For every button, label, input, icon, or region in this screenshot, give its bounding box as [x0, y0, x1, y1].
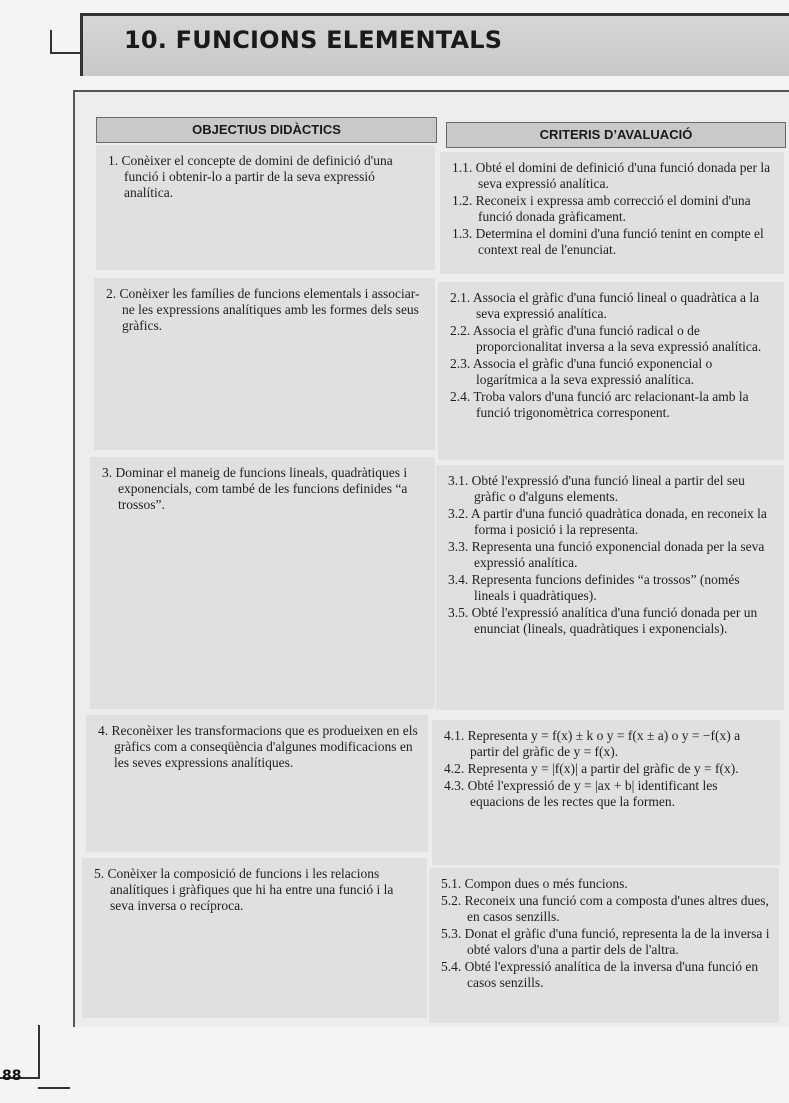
objective-cell-3 [90, 457, 435, 709]
criterion-item: 5.4. Obté l'expressió analítica de la inversa d'una funció en casos senzills. [441, 959, 759, 990]
criterion-item: 1.1. Obté el domini de definició d'una funció donada per la seva expressió analítica. [452, 160, 771, 191]
objectives-header: OBJECTIUS DIDÀCTICS [96, 117, 437, 143]
criteria-header: CRITERIS D’AVALUACIÓ [446, 122, 786, 148]
criterion-item: 3.4. Representa funcions definides “a trossos” (només lineals i quadràtiques). [448, 572, 740, 603]
criteria-cell-3 [436, 465, 784, 710]
criterion-item: 2.1. Associa el gràfic d'una funció lineal o quadràtica a la seva expressió analítica. [450, 290, 760, 321]
criterion-item: 2.2. Associa el gràfic d'una funció radical o de proporcionalitat inversa a la seva expressió analítica. [450, 323, 762, 354]
criterion-item: 4.2. Representa y = |f(x)| a partir del gràfic de y = f(x). [444, 761, 739, 776]
objective-text: 4. Reconèixer les transformacions que es produeixen en els gràfics com a conseqüència d'algunes modificacions en les seves expressions analítiques. [98, 723, 418, 770]
criterion-item: 3.2. A partir d'una funció quadràtica donada, en reconeix la forma i posició i la representa. [448, 506, 767, 537]
page-number: 88 [2, 1068, 22, 1084]
criterion-item: 4.1. Representa y = f(x) ± k o y = f(x ± a) o y = −f(x) a partir del gràfic de y = f(x). [444, 728, 741, 759]
criterion-item: 5.3. Donat el gràfic d'una funció, representa la de la inversa i obté valors d'una a partir dels de l'altra. [441, 926, 770, 957]
objective-cell-5 [82, 858, 427, 1018]
objective-cell-4 [86, 715, 428, 852]
criterion-item: 2.4. Troba valors d'una funció arc relacionant-la amb la funció trigonomètrica corresponent. [450, 389, 749, 420]
criterion-item: 1.3. Determina el domini d'una funció tenint en compte el context real de l'enunciat. [452, 226, 764, 257]
criteria-cell-2 [438, 282, 784, 460]
criteria-cell-1 [440, 152, 784, 274]
criteria-cell-4 [432, 720, 780, 865]
objective-text: 1. Conèixer el concepte de domini de definició d'una funció i obtenir-lo a partir de la seva expressió analítica. [108, 153, 393, 200]
chapter-title: 10. FUNCIONS ELEMENTALS [124, 26, 503, 54]
criterion-item: 1.2. Reconeix i expressa amb correcció el domini d'una funció donada gràficament. [452, 193, 751, 224]
criterion-item: 5.1. Compon dues o més funcions. [441, 876, 628, 891]
criterion-item: 4.3. Obté l'expressió de y = |ax + b| identificant les equacions de les rectes que la formen. [444, 778, 718, 809]
criterion-item: 3.1. Obté l'expressió d'una funció lineal a partir del seu gràfic o d'alguns elements. [448, 473, 745, 504]
objective-cell-1 [96, 145, 435, 270]
title-bracket [50, 30, 84, 54]
criterion-item: 2.3. Associa el gràfic d'una funció exponencial o logarítmica a la seva expressió analítica. [450, 356, 713, 387]
criterion-item: 3.3. Representa una funció exponencial donada per la seva expressió analítica. [448, 539, 765, 570]
objective-cell-2 [94, 278, 435, 450]
criterion-item: 5.2. Reconeix una funció com a composta d'unes altres dues, en casos senzills. [441, 893, 769, 924]
criterion-item: 3.5. Obté l'expressió analítica d'una funció donada per un enunciat (lineals, quadràtiques i exponencials). [448, 605, 758, 636]
criteria-cell-5 [429, 868, 779, 1023]
objective-text: 3. Dominar el maneig de funcions lineals, quadràtiques i exponencials, com també de les funcions definides “a trossos”. [102, 465, 408, 512]
objective-text: 5. Conèixer la composició de funcions i les relacions analítiques i gràfiques que hi ha entre una funció i la seva inversa o recíproca. [94, 866, 394, 913]
footer-rule [38, 1087, 70, 1089]
objective-text: 2. Conèixer les famílies de funcions elementals i associar-ne les expressions analítiques amb les formes dels seus gràfics. [106, 286, 420, 333]
